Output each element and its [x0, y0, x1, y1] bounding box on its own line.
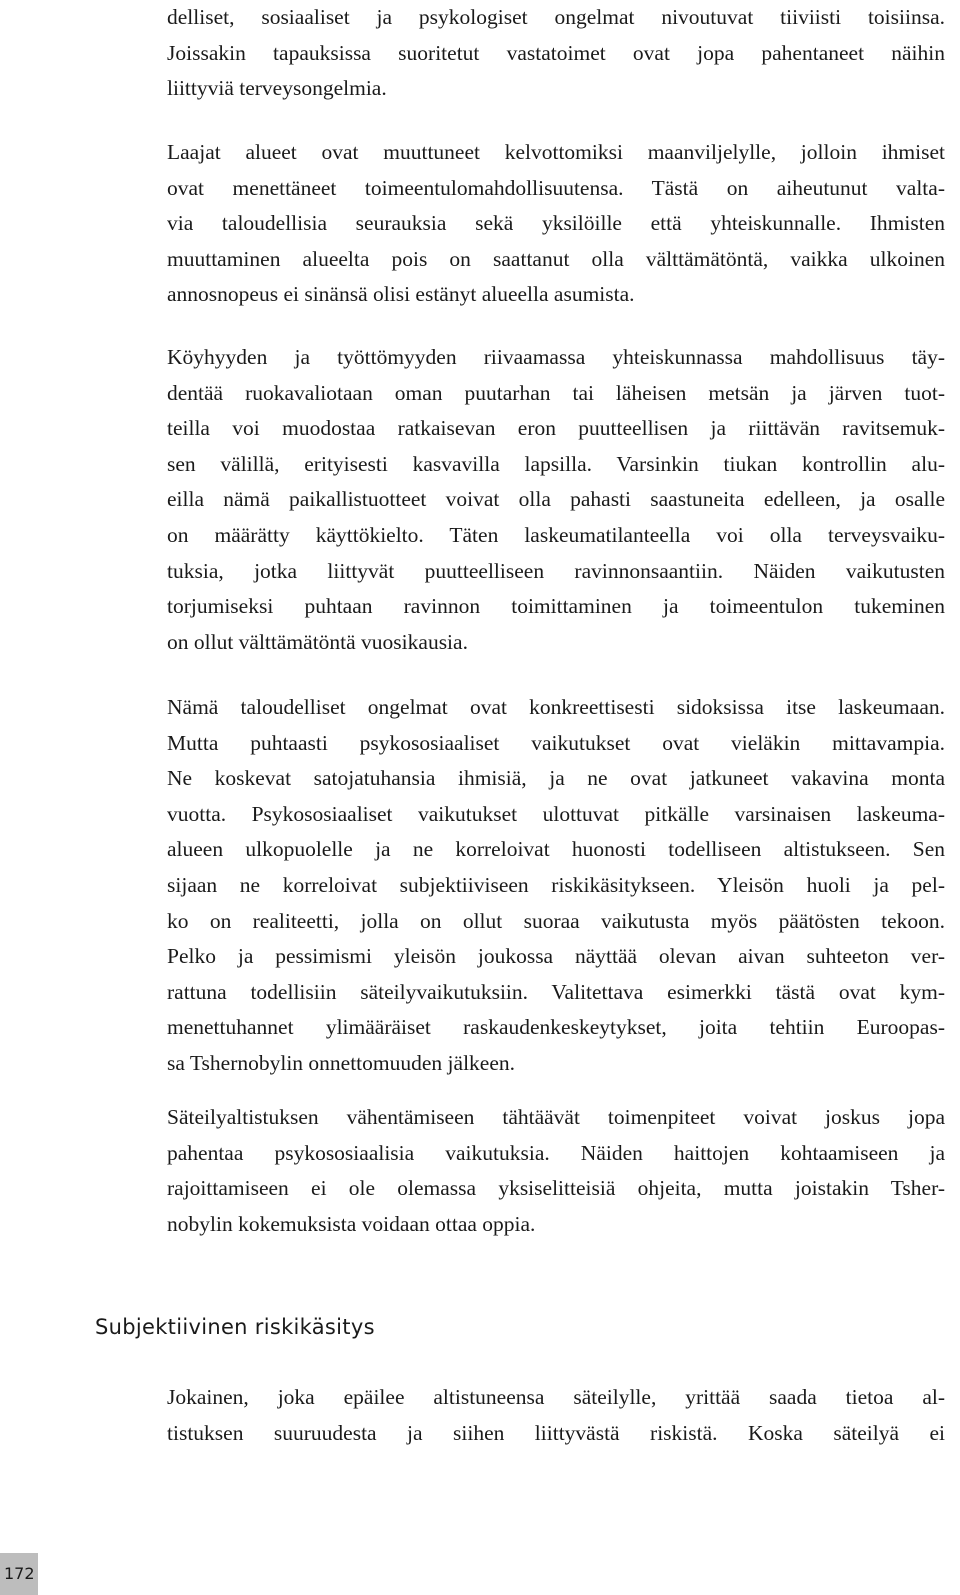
text-line: on määrätty käyttökielto. Täten laskeumatilanteella voi olla terveysvaiku- [167, 522, 945, 547]
text-line: menettuhannet ylimääräiset raskaudenkeskeytykset, joita tehtiin Euroopas- [167, 1015, 945, 1040]
section-heading: Subjektiivinen riskikäsitys [95, 1315, 375, 1339]
text-line: ovat menettäneet toimeentulomahdollisuutensa. Tästä on aiheutunut valta- [167, 175, 945, 200]
text-line: Laajat alueet ovat muuttuneet kelvottomiksi maanviljelylle, jolloin ihmiset [167, 140, 945, 164]
text-line: Ne koskevat satojatuhansia ihmisiä, ja ne ovat jatkuneet vakavina monta [167, 766, 945, 791]
text-line: Mutta puhtaasti psykososiaaliset vaikutukset ovat vieläkin mittavampia. [167, 730, 945, 755]
text-line: Säteilyaltistuksen vähentämiseen tähtäävät toimenpiteet voivat joskus jopa [167, 1105, 945, 1129]
text-line: delliset, sosiaaliset ja psykologiset ongelmat nivoutuvat tiiviisti toisiinsa. [167, 5, 945, 29]
text-line: via taloudellisia seurauksia sekä yksilöille että yhteiskunnalle. Ihmisten [167, 211, 945, 236]
text-line: dentää ruokavaliotaan oman puutarhan tai läheisen metsän ja järven tuot- [167, 380, 945, 405]
section-paragraph [167, 1380, 945, 1451]
text-line: Nämä taloudelliset ongelmat ovat konkreettisesti sidoksissa itse laskeumaan. [167, 695, 945, 719]
paragraph-1 [167, 0, 945, 107]
paragraph-2 [167, 135, 945, 313]
text-line: Joissakin tapauksissa suoritetut vastatoimet ovat jopa pahentaneet näihin [167, 40, 945, 65]
text-line: sa Tshernobylin onnettomuuden jälkeen. [167, 1050, 515, 1075]
text-line: vuotta. Psykososiaaliset vaikutukset ulottuvat pitkälle varsinaisen laskeuma- [167, 801, 945, 826]
text-line: rattuna todellisiin säteilyvaikutuksiin. Valitettava esimerkki tästä ovat kym- [167, 979, 945, 1004]
text-line: Pelko ja pessimismi yleisön joukossa näyttää olevan aivan suhteeton ver- [167, 944, 945, 969]
text-line: alueen ulkopuolelle ja ne korreloivat huonosti todelliseen altistukseen. Sen [167, 837, 945, 862]
text-line: teilla voi muodostaa ratkaisevan eron puutteellisen ja riittävän ravitsemuk- [167, 416, 945, 441]
paragraph-5 [167, 1100, 945, 1242]
text-line: annosnopeus ei sinänsä olisi estänyt alueella asumista. [167, 282, 635, 307]
text-line: liittyviä terveysongelmia. [167, 76, 387, 101]
text-line: tuksia, jotka liittyvät puutteelliseen ravinnonsaantiin. Näiden vaikutusten [167, 558, 945, 583]
page-number: 172 [0, 1553, 38, 1595]
text-line: rajoittamiseen ei ole olemassa yksiselitteisiä ohjeita, mutta joistakin Tsher- [167, 1176, 945, 1201]
text-line: muuttaminen alueelta pois on saattanut olla välttämätöntä, vaikka ulkoinen [167, 246, 945, 271]
paragraph-4 [167, 690, 945, 1082]
text-line: nobylin kokemuksista voidaan ottaa oppia. [167, 1211, 536, 1236]
text-line: torjumiseksi puhtaan ravinnon toimittaminen ja toimeentulon tukeminen [167, 594, 945, 619]
text-line: ko on realiteetti, jolla on ollut suoraa vaikutusta myös päätösten tekoon. [167, 908, 945, 933]
text-line: Jokainen, joka epäilee altistuneensa säteilylle, yrittää saada tietoa al- [167, 1385, 945, 1409]
text-line: tistuksen suuruudesta ja siihen liittyvästä riskistä. Koska säteilyä ei [167, 1420, 945, 1445]
text-line: sen välillä, erityisesti kasvavilla lapsilla. Varsinkin tiukan kontrollin alu- [167, 451, 945, 476]
paragraph-3 [167, 340, 945, 660]
text-line: eilla nämä paikallistuotteet voivat olla pahasti saastuneita edelleen, ja osalle [167, 487, 945, 512]
text-line: pahentaa psykososiaalisia vaikutuksia. Näiden haittojen kohtaamiseen ja [167, 1140, 945, 1165]
text-line: on ollut välttämätöntä vuosikausia. [167, 629, 468, 654]
text-line: sijaan ne korreloivat subjektiiviseen riskikäsitykseen. Yleisön huoli ja pel- [167, 872, 945, 897]
text-line: Köyhyyden ja työttömyyden riivaamassa yhteiskunnassa mahdollisuus täy- [167, 345, 945, 369]
